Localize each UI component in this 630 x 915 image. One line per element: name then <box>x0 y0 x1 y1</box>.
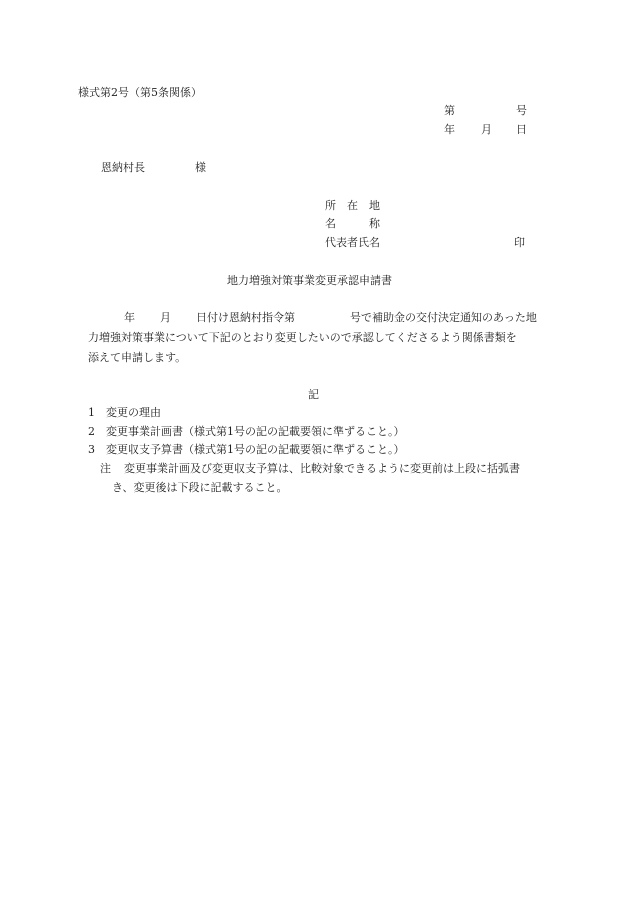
document-title: 地力増強対策事業変更承認申請書 <box>227 274 392 287</box>
seal-mark: 印 <box>514 236 525 249</box>
form-label: 様式第2号（第5条関係） <box>78 86 202 99</box>
addressee-title: 恩納村長 <box>101 161 145 174</box>
item-1-text: 変更の理由 <box>106 406 161 419</box>
body-date-month: 月 <box>160 311 171 324</box>
body-line1-after-number: 号で補助金の交付決定通知のあった地 <box>350 311 537 324</box>
addressee-honorific: 様 <box>195 161 206 174</box>
representative-label: 代表者氏名 <box>325 236 380 249</box>
document-number-prefix: 第 <box>444 104 455 117</box>
date-day: 日 <box>516 123 527 136</box>
item-3-number: 3 <box>88 443 95 456</box>
date-month: 月 <box>481 123 492 136</box>
item-2-number: 2 <box>88 425 95 438</box>
note-line1: 変更事業計画及び変更収支予算は、比較対象できるように変更前は上段に括弧書 <box>124 462 520 475</box>
document-number-suffix: 号 <box>516 104 527 117</box>
item-2-text: 変更事業計画書（様式第1号の記の記載要領に準ずること。） <box>106 425 405 438</box>
date-year: 年 <box>444 123 455 136</box>
body-line3: 添えて申請します。 <box>88 351 187 364</box>
item-3-text: 変更収支予算書（様式第1号の記の記載要領に準ずること。） <box>106 443 405 456</box>
body-line2: 力増強対策事業について下記のとおり変更したいので承認してくださるよう関係書類を <box>88 331 517 344</box>
name-label: 名 称 <box>325 217 380 230</box>
address-label: 所 在 地 <box>325 199 380 212</box>
item-1-number: 1 <box>88 406 95 419</box>
body-date-year: 年 <box>124 311 135 324</box>
note-label: 注 <box>100 462 111 475</box>
body-line1-text: 日付け恩納村指令第 <box>196 311 295 324</box>
record-heading: 記 <box>308 388 319 401</box>
note-line2: き、変更後は下段に記載すること。 <box>112 481 288 494</box>
